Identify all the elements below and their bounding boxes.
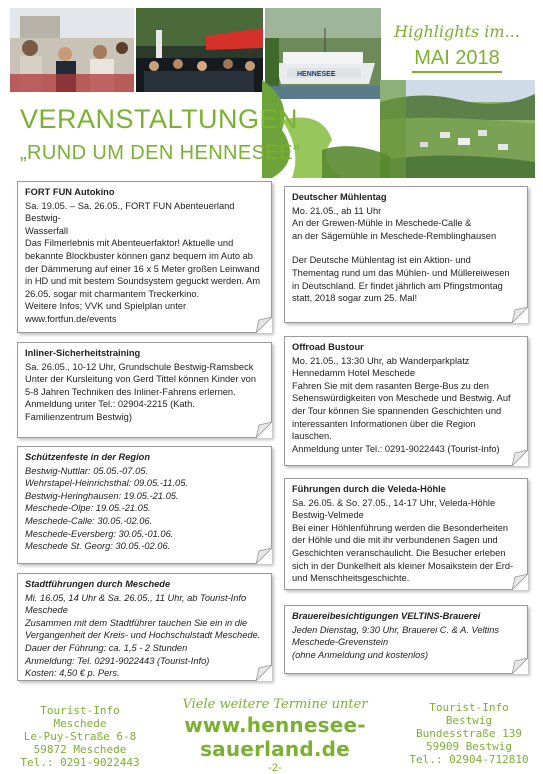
card-title: Offroad Bustour: [292, 342, 364, 352]
card-line: lauschen.: [292, 431, 332, 442]
footer-website-link[interactable]: www.hennesee-sauerland.de: [184, 713, 366, 761]
card-line: Dauer der Führung: ca. 1,5 - 2 Stunden: [25, 642, 188, 653]
card-line: Unter der Kursleitung von Gerd Tittel können Kinder von: [25, 374, 257, 385]
card-line: an der Sägemühle in Meschede-Remblinghausen: [292, 230, 497, 241]
page-title: VERANSTALTUNGEN: [20, 104, 299, 134]
footer-line: Tourist-Info Meschede: [40, 704, 120, 730]
card-line: Meschede St. Georg: 30.05.-02.06.: [25, 541, 171, 552]
card-line: interessanten Informationen über die Region: [292, 418, 476, 429]
card-line: Bestwig-Velmede: [292, 510, 364, 521]
spacer: [292, 242, 520, 254]
page-curl-icon: [256, 665, 272, 681]
card-line: Wasserfall: [25, 225, 69, 236]
page-curl-icon: [256, 317, 272, 333]
card-line: in Deutschland. Er findet jährlich am Pfingstmontag: [292, 280, 503, 291]
footer-more-dates: Viele weitere Termine unter: [182, 697, 368, 712]
card-line: Geschichten veranschaulicht. Die Besucher erleben: [292, 547, 506, 558]
boat-sign: HENNESEE: [297, 71, 336, 78]
highlights-block: [392, 22, 522, 73]
card-line: Das Filmerlebnis mit Abenteuerfaktor! Aktuelle und: [25, 238, 234, 249]
card-line: Bei einer Höhlenführung werden die Besonderheiten: [292, 522, 509, 533]
card-line: Bestwig-Nuttlar: 05.05.-07.05.: [25, 465, 148, 476]
footer-line: 59872 Meschede: [33, 743, 127, 756]
card-line: Hennedamm Hotel Meschede: [292, 368, 415, 379]
card-line: Jeden Dienstag, 9:30 Uhr, Brauerei C. & A. Veltins: [292, 624, 500, 635]
card-title: Deutscher Mühlentag: [292, 192, 387, 202]
card-offroad: [284, 336, 528, 466]
page-curl-icon: [256, 422, 272, 438]
card-line: 5-8 Jahren Techniken des Inliner-Fahrens erlernen.: [25, 386, 236, 397]
card-line: Familienzentrum Bestwig): [25, 411, 132, 422]
card-veleda: [284, 478, 528, 590]
card-line: Anmeldung unter Tel.: 0291-9022443 (Tourist-Info): [292, 443, 500, 454]
card-title: Brauereibesichtigungen VELTINS-Brauerei: [292, 611, 481, 621]
footer-line: Tel.: 0291-9022443: [20, 756, 140, 769]
photo-landscape: [380, 80, 535, 178]
card-line: Sa. 26.05. & So. 27.05., 14-17 Uhr, Veleda-Höhle: [292, 497, 496, 508]
footer-line: Bundesstraße 139: [416, 727, 522, 740]
card-line: sich in der Dunkelheit als kleiner Mosaikstein der Erd-: [292, 560, 514, 571]
page-curl-icon: [512, 658, 528, 674]
footer-center: [150, 697, 400, 774]
card-line: der Höhle und die mit ihr verbundenen Sagen und: [292, 535, 498, 546]
page-curl-icon: [512, 574, 528, 590]
card-title: Führungen durch die Veleda-Höhle: [292, 484, 446, 494]
photo-festival: [136, 8, 263, 92]
card-line: der Dämmerung auf einer 16 x 5 Meter großen Leinwand: [25, 263, 260, 274]
card-line: Meschede-Eversberg: 30.05.-01.06.: [25, 528, 174, 539]
card-title: Inliner-Sicherheitstraining: [25, 348, 141, 358]
card-title: FORT FUN Autokino: [25, 187, 115, 197]
card-line: Der Deutsche Mühlentag ist ein Aktion- und: [292, 255, 471, 266]
card-line: Mi. 16.05, 14 Uhr & Sa. 26.05., 11 Uhr, ab Tourist-Info: [25, 592, 247, 603]
card-line: Anmeldung: Tel. 0291-9022443 (Tourist-Info): [25, 655, 210, 666]
card-line: und Menschheitsgeschichte.: [292, 573, 410, 584]
card-stadtfuehrungen: [17, 573, 272, 681]
card-line: Sa. 19.05. – Sa. 26.05., FORT FUN Abenteuerland Bestwig-: [25, 200, 235, 224]
highlights-month: MAI 2018: [412, 47, 502, 73]
page-curl-icon: [512, 450, 528, 466]
card-fortfun: [17, 181, 272, 333]
card-line: der Tour können Sie spannenden Geschichten und: [292, 405, 502, 416]
card-line: statt, 2018 sogar zum 25. Mal!: [292, 293, 418, 304]
card-line: An der Grewen-Mühle in Meschede-Calle &: [292, 218, 472, 229]
card-line: Vergangenheit der Kreis- und Hochschulstadt Meschede.: [25, 630, 261, 641]
card-line: 26.05. sogar mit charmantem Treckerkino.: [25, 288, 200, 299]
page-curl-icon: [256, 548, 272, 564]
card-line: Bestwig-Heringhausen: 19.05.-21.05.: [25, 490, 179, 501]
footer-right-address: [404, 701, 534, 766]
card-title: Schützenfeste in der Region: [25, 452, 151, 462]
footer-line: Tel.: 02904-712810: [409, 753, 529, 766]
card-line: Fahren Sie mit dem rasanten Berge-Bus zu den: [292, 380, 489, 391]
footer-left-address: [14, 704, 146, 769]
card-line: Sehenswürdigkeiten von Meschede und Bestwig. Auf: [292, 393, 511, 404]
photo-crowd: [10, 8, 134, 92]
card-muehlentag: [284, 186, 528, 323]
card-line: Weitere Infos; VVK und Spielplan unter: [25, 301, 187, 312]
card-line[interactable]: www.fortfun.de/events: [25, 313, 117, 324]
card-line: Meschede-Grevenstein: [292, 637, 389, 648]
card-schuetzenfeste: [17, 446, 272, 564]
card-line: Mo. 21.05., ab 11 Uhr: [292, 205, 382, 216]
card-line: Meschede: [25, 605, 68, 616]
page-number: -2-: [268, 762, 282, 774]
card-line: bekannte Blockbuster können ganz bequem im Auto ab: [25, 250, 253, 261]
card-line: (ohne Anmeldung und kostenlos): [292, 649, 429, 660]
page-curl-icon: [512, 307, 528, 323]
footer-line: Tourist-Info Bestwig: [429, 701, 509, 727]
card-line: Sa. 26.05., 10-12 Uhr, Grundschule Bestwig-Ramsbeck: [25, 361, 254, 372]
card-line: Kosten: 4,50 € p. Pers.: [25, 668, 120, 679]
page-subtitle: „RUND UM DEN HENNESEE“: [20, 142, 300, 164]
card-line: Thementag rund um das Mühlen- und Müllereiwesen: [292, 267, 510, 278]
card-line: Meschede-Calle: 30.05.-02.06.: [25, 515, 153, 526]
footer-line: Le-Puy-Straße 6-8: [23, 730, 137, 743]
card-line: Meschede-Olpe: 19.05.-21.05.: [25, 503, 151, 514]
card-brauerei: [284, 605, 528, 674]
highlights-label: Highlights im...: [394, 22, 520, 41]
card-inliner: [17, 342, 272, 438]
card-line: Anmeldung unter Tel.: 02904-2215 (Kath.: [25, 399, 195, 410]
card-line: Zusammen mit dem Stadtführer tauchen Sie ein in die: [25, 617, 248, 628]
card-line: Wehrstapel-Heinrichsthal: 09.05.-11.05.: [25, 478, 188, 489]
card-line: Mo. 21.05., 13:30 Uhr, ab Wanderparkplatz: [292, 355, 470, 366]
footer-line: 59909 Bestwig: [425, 740, 513, 753]
card-line: in HD und mit bestem Soundsystem geguckt werden. Am: [25, 276, 261, 287]
card-title: Stadtführungen durch Meschede: [25, 579, 171, 589]
